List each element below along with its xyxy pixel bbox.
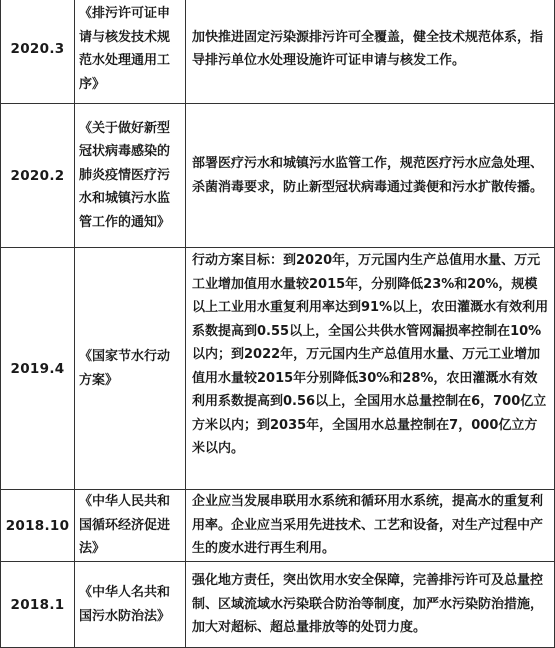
- description-text: 加快推进固定污染源排污许可全覆盖，健全技术规范体系，指导排污单位水处理设施许可证申请与核发工作。: [192, 29, 544, 68]
- description-cell: [186, 562, 555, 648]
- document-cell: [75, 0, 186, 104]
- document-cell: [75, 248, 186, 490]
- table-row: [1, 0, 555, 104]
- date-text: 2020.2: [10, 167, 65, 184]
- document-title: 《关于做好新型冠状病毒感染的肺炎疫情医疗污水和城镇污水监管工作的通知》: [79, 120, 171, 230]
- description-cell: [186, 248, 555, 490]
- date-text: 2020.3: [10, 41, 65, 57]
- table-row: [1, 562, 555, 648]
- date-cell: [1, 490, 75, 562]
- description-text: 企业应当发展串联用水系统和循环用水系统，提高水的重复利用率。企业应当采用先进技术、工艺和设备，对生产过程中产生的废水进行再生利用。: [192, 494, 544, 557]
- description-cell: [186, 0, 555, 104]
- description-text: 部署医疗污水和城镇污水监管工作，规范医疗污水应急处理、杀菌消毒要求，防止新型冠状病毒通过粪便和污水扩散传播。: [192, 156, 544, 195]
- document-title: 《排污许可证申请与核发技术规范水处理通用工序》: [79, 6, 171, 92]
- description-cell: [186, 490, 555, 562]
- description-text: 行动方案目标：到2020年，万元国内生产总值用水量、万元工业增加值用水量较2015年，分别降低23%和20%，规模以上工业用水重复利用率达到91%以上，农田灌溉水有效利用系数提高到0.55以上，全国公共供水管网漏损率控制在10%以内；到2022年，万元国内生产总值用水量、万元工业增加值用水量较2015年分别降低30%和28%，农田灌溉水有效利用系数提高到0.56以上，全国用水总量控制在6，700亿立方米以内；到2035年，全国用水总量控制在7，000亿立方米以内。: [192, 253, 549, 456]
- date-cell: [1, 104, 75, 248]
- date-text: 2018.10: [5, 517, 70, 534]
- document-cell: [75, 490, 186, 562]
- date-cell: [1, 0, 75, 104]
- document-title: 《中华人民共和国循环经济促进法》: [79, 494, 171, 557]
- date-cell: [1, 562, 75, 648]
- document-title: 《国家节水行动方案》: [79, 349, 171, 388]
- date-text: 2019.4: [10, 360, 65, 377]
- table-row: [1, 104, 555, 248]
- description-cell: [186, 104, 555, 248]
- table-row: [1, 490, 555, 562]
- document-title: 《中华人名共和国污水防治法》: [79, 585, 171, 624]
- table-row: [1, 248, 555, 490]
- document-cell: [75, 104, 186, 248]
- document-cell: [75, 562, 186, 648]
- date-cell: [1, 248, 75, 490]
- date-text: 2018.1: [10, 596, 65, 613]
- description-text: 强化地方责任，突出饮用水安全保障，完善排污许可及总量控制、区域流域水污染联合防治等制度，加严水污染防治措施，加大对超标、超总量排放等的处罚力度。: [192, 573, 544, 636]
